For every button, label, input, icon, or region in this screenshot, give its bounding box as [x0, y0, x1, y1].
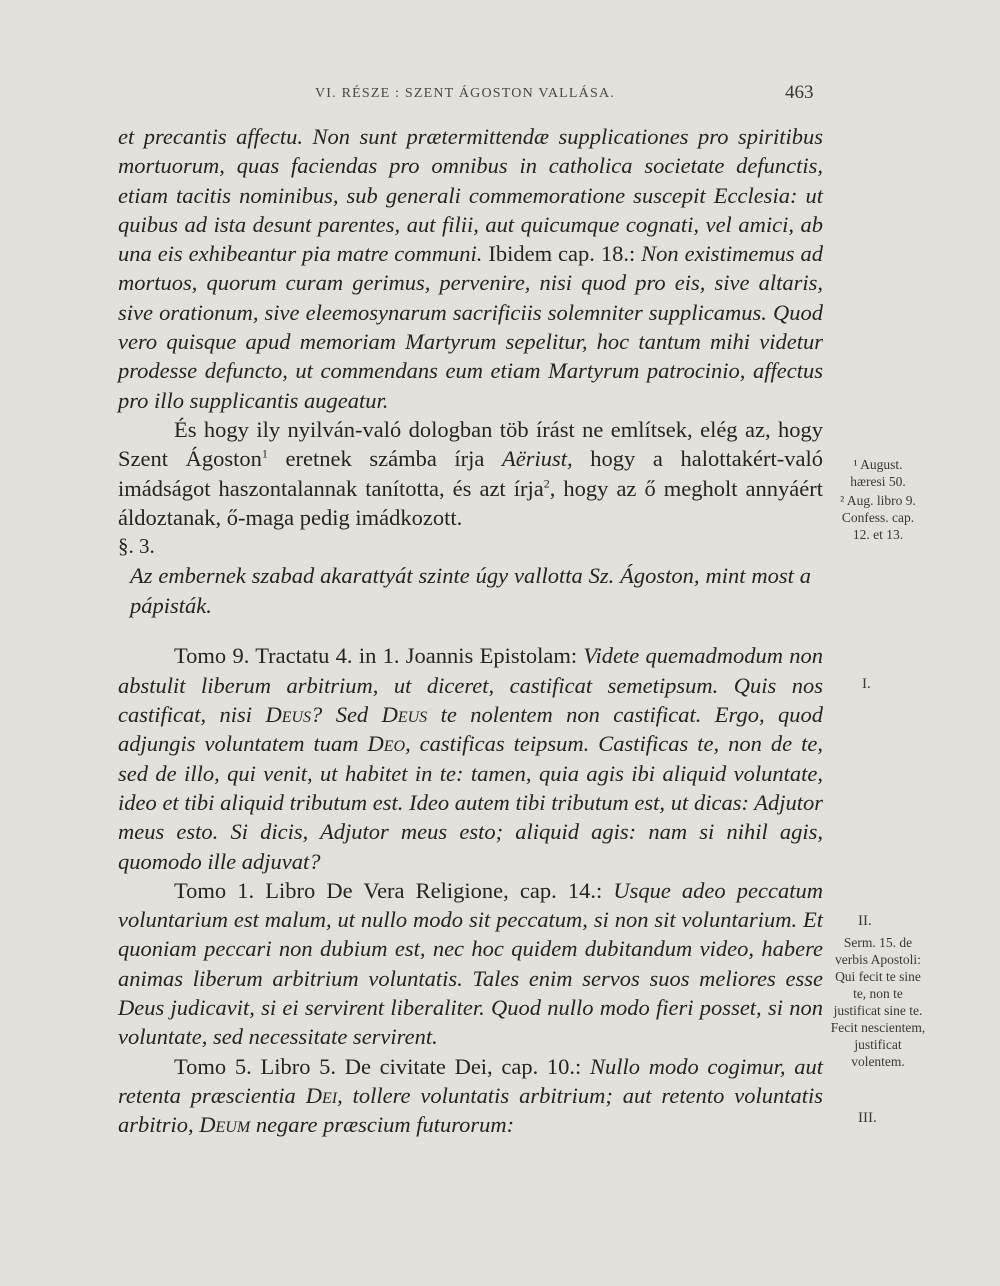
- paragraph-2: [118, 415, 823, 532]
- latin-quote: Videte quemadmodum non abstulit liberum arbitrium, ut diceret, castificat semetipsum. Quis nos castificat, nisi: [118, 643, 823, 728]
- latin-quote: Usque adeo peccatum voluntarium est malum, ut nullo modo sit peccatum, si non sit voluntarium. Et quoniam peccari non dubium est, nec hoc quidem dubitandum video, habere animas liberum arbitrium voluntatis. Tales enim servos suos meliores esse Deus judicavit, si ei servirent liberaliter. Quod nullo modo fieri posset, si non voluntate, sed necessitate servirent.: [118, 877, 823, 1050]
- paragraph-5: [118, 1052, 823, 1140]
- text-run: És hogy ily nyilván-való dologban töb írást ne említsek, elég az, hogy Szent Ágoston: [118, 416, 823, 472]
- citation: Ibidem cap. 18.:: [482, 241, 642, 267]
- margin-note-2: ² Aug. libro 9. Confess. cap. 12. et 13.: [840, 493, 916, 542]
- latin-quote: Non existimemus ad mortuos, quorum curam gerimus, pervenire, nisi quod pro eis, sive altaris, sive orationum, sive eleemosynarum sacrificiis solemniter supplicamus. Quod vero quisque apud memoriam Martyrum sepelitur, hoc tantum mihi videtur prodesse defuncto, ut commendans eum etiam Martyrum patrocinio, affectus pro illo supplicantis augeatur.: [118, 241, 823, 413]
- deus-smallcaps: Deus: [381, 702, 428, 728]
- citation: Tomo 5. Libro 5. De civitate Dei, cap. 10.:: [174, 1053, 591, 1079]
- section-number: §. 3.: [118, 534, 155, 559]
- body-text: [118, 122, 823, 1140]
- footnote-ref-2: 2: [543, 476, 550, 491]
- margin-numeral-3: III.: [858, 1110, 877, 1126]
- text-run: hogy a halottakért-való imádságot haszontalannak tanította, és azt írja: [118, 446, 823, 501]
- text-run: , hogy az ő megholt annyáért áldoztanak, ő-maga pedig imádkozott.: [118, 475, 823, 530]
- paragraph-3: [118, 641, 823, 875]
- latin-quote: , castificas teipsum. Castificas te, non de te, sed de illo, qui venit, ut habitet in te: tamen, quia agis ibi aliquid voluntate, ideo et tibi aliquid tributum est. Ideo autem tibi tributum est, ut dicas: Adjutor meus esto. Si dicis, Adjutor meus esto; aliquid agis: nam si nihil agis, quomodo ille adjuvat?: [118, 731, 823, 874]
- latin-quote: Nullo modo cogimur, aut retenta præscientia: [118, 1053, 824, 1108]
- page-number: 463: [785, 82, 814, 103]
- margin-note-1: ¹ August. hæresi 50.: [850, 457, 906, 489]
- margin-note-3: Serm. 15. de verbis Apostoli: Qui fecit te sine te, non te justificat sine te. Fecit nescientem, justificat volentem.: [830, 935, 926, 1069]
- latin-quote: et precantis affectu. Non sunt prætermittendæ supplicationes pro spiritibus mortuorum, quas faciendas pro omnibus in catholica societate defunctis, etiam tacitis nominibus, sub generali commemoratione suscepit Ecclesia: ut quibus ad ista desunt parentes, aut filii, aut quicumque cognati, vel amici, ab una eis exhibeantur pia matre communi.: [118, 124, 823, 267]
- dei-smallcaps: Dei: [305, 1082, 338, 1108]
- latin-quote: te nolentem non castificat. Ergo, quod adjungis voluntatem tuam: [118, 702, 823, 757]
- deus-smallcaps: Deus: [265, 702, 312, 728]
- latin-quote: negare præscium futurorum:: [250, 1112, 515, 1138]
- margin-numeral-2: II.: [858, 913, 872, 929]
- latin-quote: ? Sed: [311, 702, 382, 728]
- paragraph-4: [118, 876, 823, 1052]
- citation: Tomo 9. Tractatu 4. in 1. Joannis Epistolam:: [174, 643, 584, 669]
- name-italic: Aëriust,: [502, 446, 573, 472]
- section-heading: Az embernek szabad akarattyát szinte úgy vallotta Sz. Ágoston, mint most a pápisták.: [130, 563, 811, 619]
- footnote-ref-1: 1: [261, 446, 268, 461]
- margin-numeral-1: I.: [862, 676, 871, 692]
- paragraph-1: [118, 122, 823, 415]
- deum-smallcaps: Deum: [199, 1112, 251, 1138]
- page-header: [0, 82, 1000, 106]
- deus-smallcaps: Deo: [367, 731, 406, 757]
- latin-quote: , tollere voluntatis arbitrium; aut retento voluntatis arbitrio,: [118, 1082, 823, 1138]
- text-run: eretnek számba írja: [267, 446, 503, 472]
- citation: Tomo 1. Libro De Vera Religione, cap. 14.:: [174, 877, 614, 903]
- running-head: VI. RÉSZE : SZENT ÁGOSTON VALLÁSA.: [315, 86, 615, 101]
